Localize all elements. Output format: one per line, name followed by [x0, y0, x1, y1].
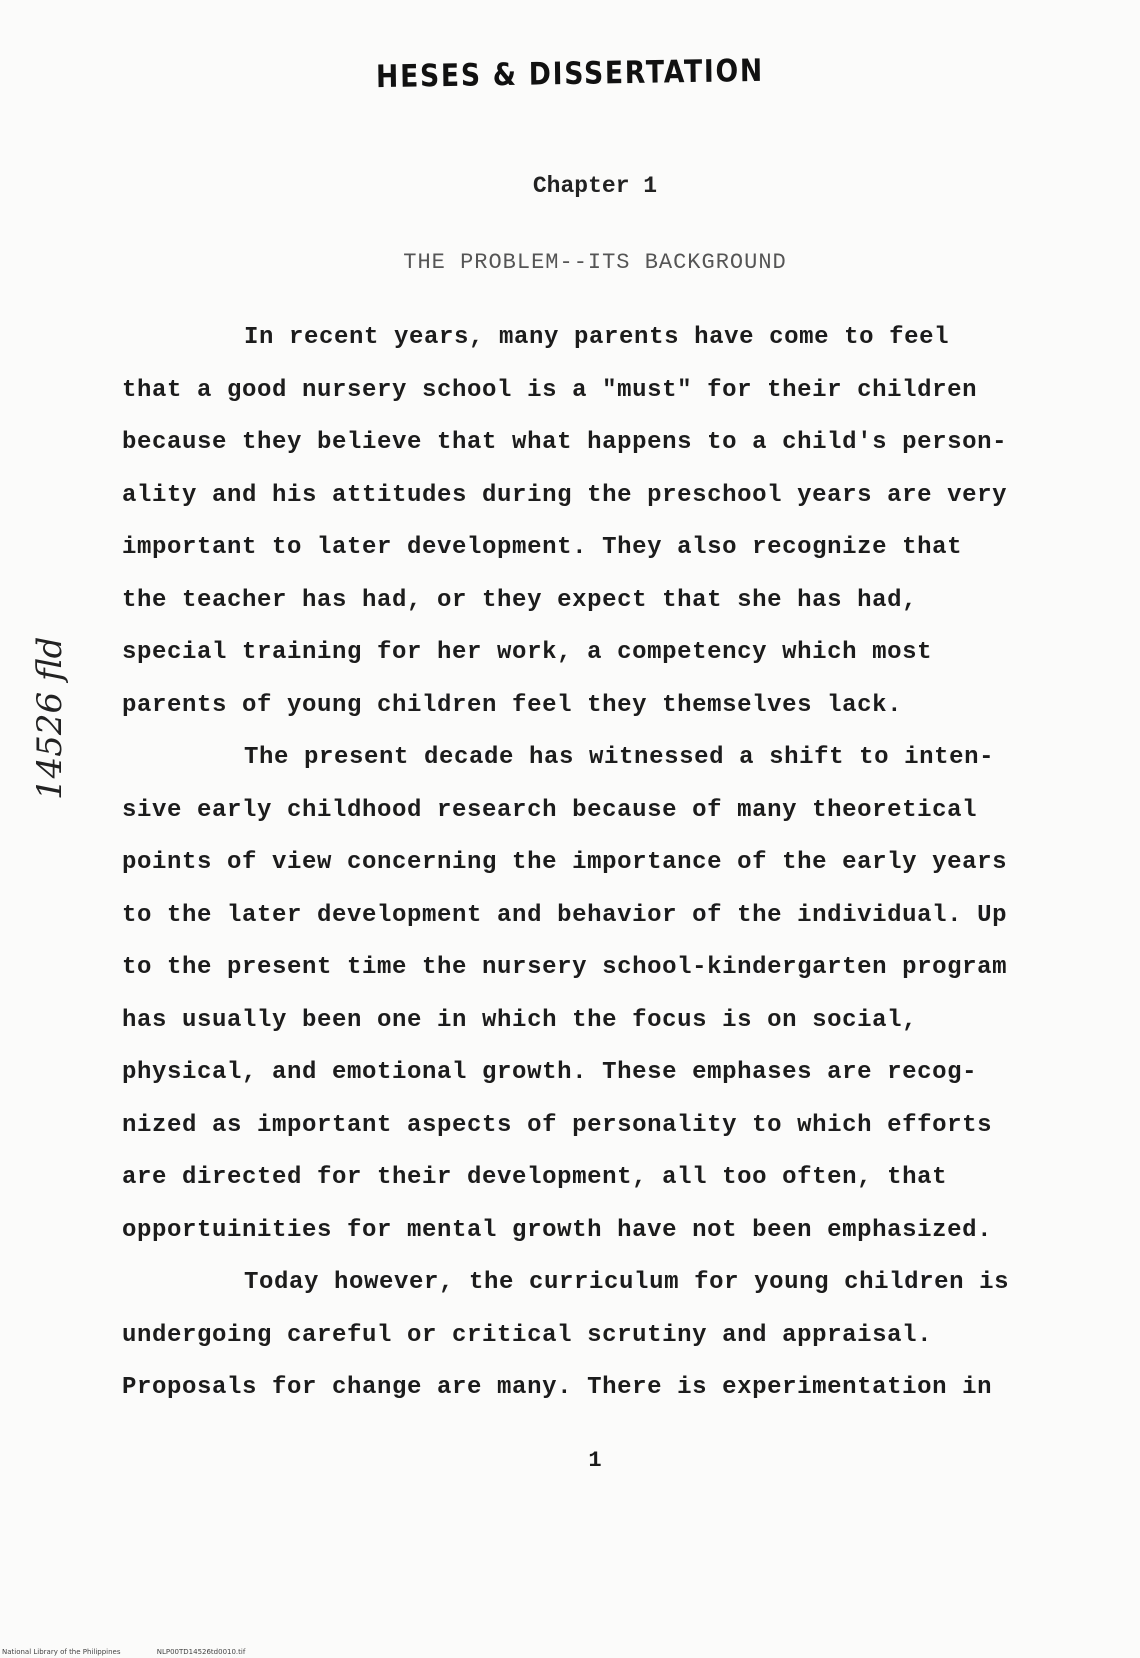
text-line: parents of young children feel they themselves lack. [122, 691, 903, 719]
theses-dissertation-stamp: HESES & DISSERTATION [375, 52, 765, 96]
text-line: important to later development. They also recognize that [122, 534, 963, 561]
text-line: to the later development and behavior of the individual. Up [122, 901, 1008, 929]
text-line: nized as important aspects of personality to which efforts [122, 1111, 993, 1139]
text-line: has usually been one in which the focus is on social, [122, 1006, 918, 1034]
text-line: undergoing careful or critical scrutiny and appraisal. [122, 1321, 933, 1349]
text-line: because they believe that what happens to a child's person- [122, 429, 1008, 456]
chapter-heading: Chapter 1 [532, 173, 658, 199]
text-line: points of view concerning the importance of the early years [122, 849, 1008, 876]
text-line: physical, and emotional growth. These emphases are recog- [122, 1059, 978, 1086]
handwritten-margin-note: 14526 fld [30, 636, 70, 800]
text-line: to the present time the nursery school-kindergarten program [122, 954, 1008, 981]
text-line: In recent years, many parents have come to feel [244, 324, 950, 351]
text-line: the teacher has had, or they expect that she has had, [122, 586, 918, 614]
text-line: The present decade has witnessed a shift to inten- [244, 744, 995, 771]
text-line: ality and his attitudes during the preschool years are very [122, 481, 1008, 509]
text-line: Today however, the curriculum for young children is [244, 1269, 1010, 1296]
page-number: 1 [588, 1448, 602, 1473]
footer-library: National Library of the Philippines [2, 1648, 121, 1656]
text-line: are directed for their development, all too often, that [122, 1164, 948, 1191]
scan-footer [2, 1648, 245, 1656]
text-line: Proposals for change are many. There is experimentation in [122, 1374, 993, 1401]
text-line: opportuinities for mental growth have not been emphasized. [122, 1216, 993, 1244]
text-line: that a good nursery school is a "must" for their children [122, 376, 978, 404]
text-line: sive early childhood research because of many theoretical [122, 796, 978, 824]
footer-file: NLP00TD14526td0010.tif [156, 1648, 246, 1656]
body-text [122, 312, 1052, 1415]
text-line: special training for her work, a competency which most [122, 639, 933, 666]
section-title: THE PROBLEM--ITS BACKGROUND [403, 250, 787, 275]
